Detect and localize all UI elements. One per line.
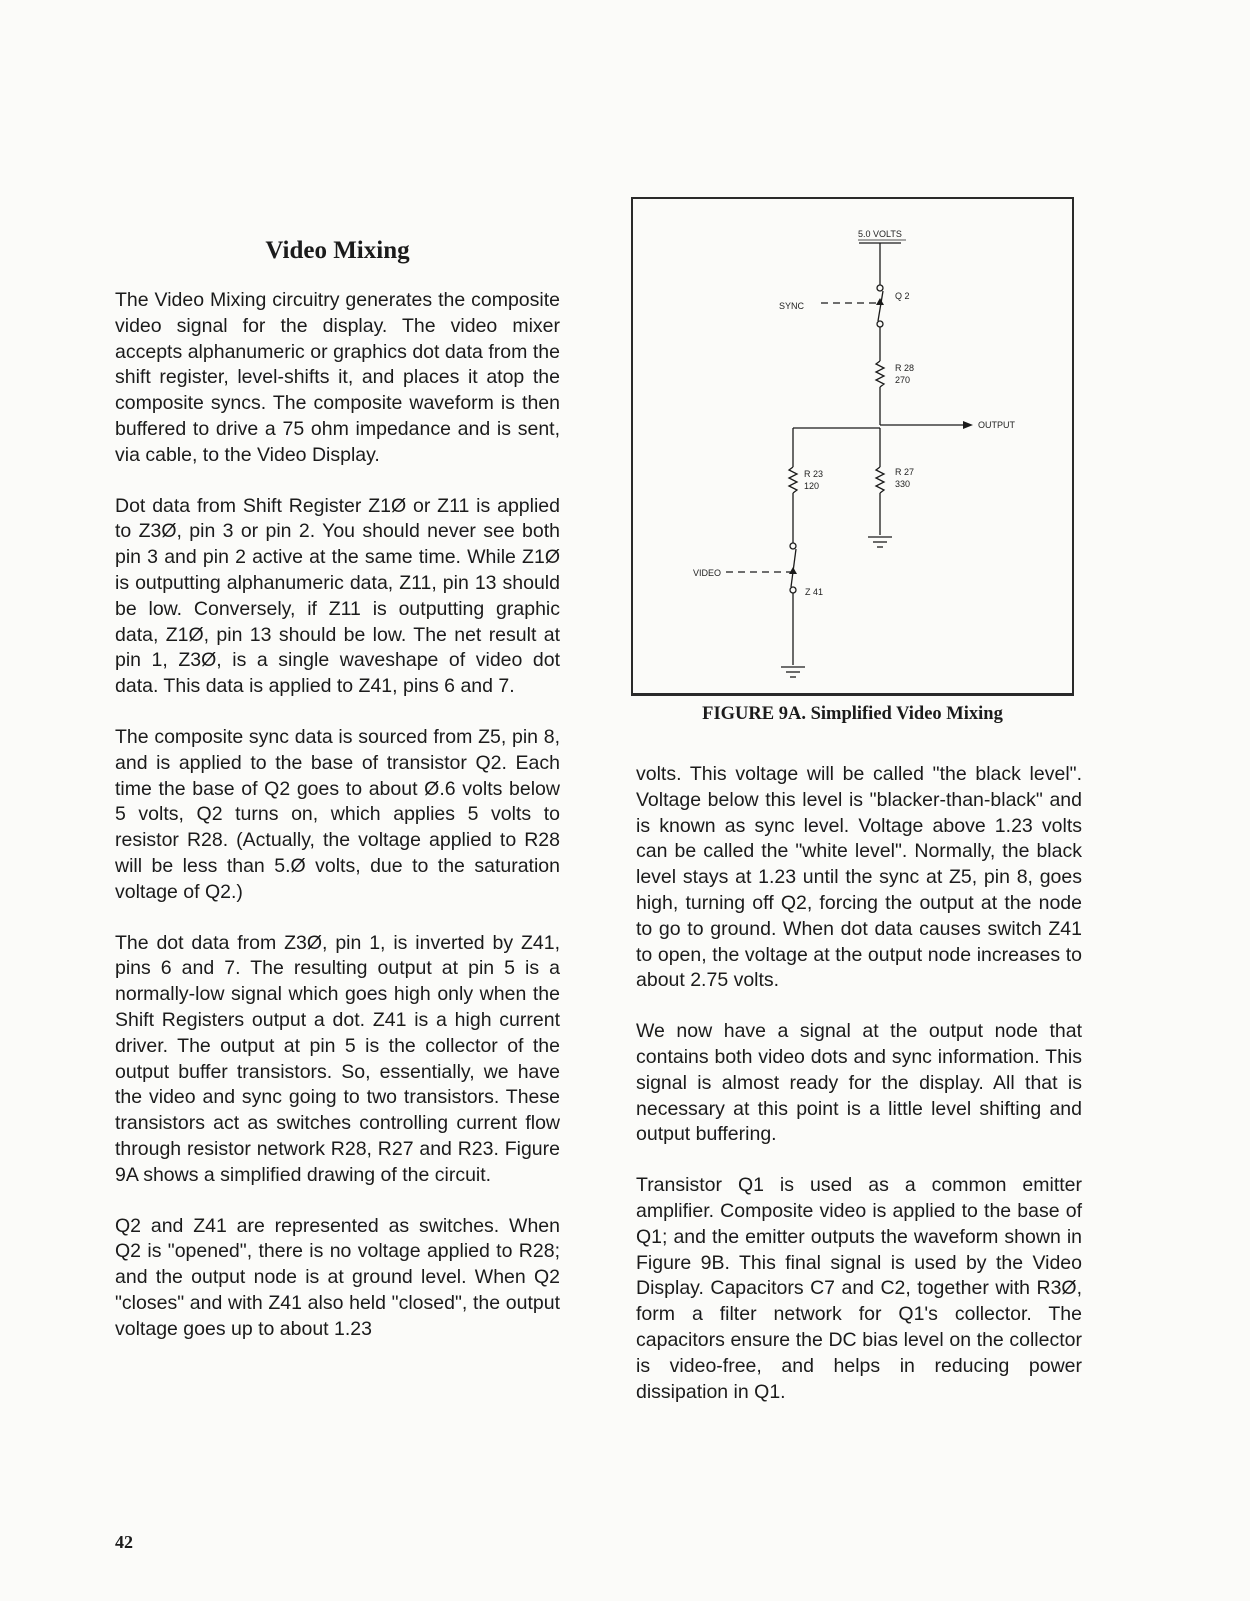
label-r23-value: 120	[804, 481, 820, 491]
z41-bottom-contact	[790, 587, 796, 593]
r27-resistor	[876, 467, 884, 493]
page-number: 42	[115, 1532, 133, 1552]
r28-resistor	[876, 361, 884, 387]
q2-bottom-contact	[877, 321, 883, 327]
paragraph-inverted-dot-data: The dot data from Z3Ø, pin 1, is inverted by Z41, pins 6 and 7. The resulting output at pin 5 is a normally-low signal which goes high only when the Shift Registers output a dot. Z41 is a high current driver. The output at pin 5 is the collector of the output buffer transistors. So, essentially, we have the video and sync going to two transistors. These transistors act as switches controlling current flow through resistor network R28, R27 and R23. Figure 9A shows a simplified drawing of the circuit.	[115, 931, 560, 1186]
paragraph-intro: The Video Mixing circuitry generates the composite video signal for the display. The video mixer accepts alphanumeric or graphics dot data from the shift register, level-shifts it, and places it atop the composite syncs. The composite waveform is then buffered to drive a 75 ohm impedance and is sent, via cable, to the Video Display.	[115, 289, 560, 466]
output-arrowhead	[963, 421, 973, 429]
paragraph-output-node: We now have a signal at the output node that contains both video dots and sync information. This signal is almost ready for the display. All that is necessary at this point is a little level shifting and output buffering.	[636, 1020, 1082, 1146]
left-column	[115, 236, 560, 1367]
label-output: OUTPUT	[978, 420, 1015, 430]
q2-top-contact	[877, 285, 883, 291]
label-q2: Q 2	[895, 291, 910, 301]
right-column	[636, 762, 1082, 1430]
figure-caption: FIGURE 9A. Simplified Video Mixing	[702, 704, 1003, 724]
q2-switch-blade	[878, 291, 883, 321]
label-r27-value: 330	[895, 479, 911, 489]
circuit-diagram	[633, 199, 1072, 693]
figure-9a-box	[631, 197, 1074, 696]
paragraph-switches: Q2 and Z41 are represented as switches. When Q2 is "opened", there is no voltage applied to R28; and the output node is at ground level. When Q2 "closes" and with Z41 also held "closed", the output voltage goes up to about 1.23	[115, 1214, 560, 1340]
label-r28-value: 270	[895, 375, 911, 385]
paragraph-composite-sync: The composite sync data is sourced from Z5, pin 8, and is applied to the base of transistor Q2. Each time the base of Q2 goes to about Ø.6 volts below 5 volts, Q2 turns on, which applies 5 volts to resistor R28. (Actually, the voltage applied to R28 will be less than 5.Ø volts, due to the saturation voltage of Q2.)	[115, 725, 560, 903]
label-video: VIDEO	[693, 568, 722, 578]
q2-arrowhead	[876, 298, 884, 305]
section-heading: Video Mixing	[265, 237, 410, 264]
paragraph-dot-data: Dot data from Shift Register Z1Ø or Z11 is applied to Z3Ø, pin 3 or pin 2. You should never see both pin 3 and pin 2 active at the same time. While Z1Ø is outputting alphanumeric data, Z11, pin 13 should be low. Conversely, if Z11 is outputting graphic data, Z1Ø, pin 13 should be low. The net result at pin 1, Z3Ø, is a single waveshape of video dot data. This data is applied to Z41, pins 6 and 7.	[115, 494, 560, 698]
label-r23-name: R 23	[804, 469, 824, 479]
label-r28-name: R 28	[895, 363, 915, 373]
z41-arrowhead	[789, 567, 797, 574]
r23-resistor	[789, 467, 797, 493]
label-z41: Z 41	[805, 587, 824, 597]
z41-top-contact	[790, 543, 796, 549]
label-sync: SYNC	[779, 301, 805, 311]
label-r27-name: R 27	[895, 467, 915, 477]
paragraph-transistor-q1: Transistor Q1 is used as a common emitter amplifier. Composite video is applied to the base of Q1; and the emitter outputs the waveform shown in Figure 9B. This final signal is used by the Video Display. Capacitors C7 and C2, together with R3Ø, form a filter network for Q1's collector. The capacitors ensure the DC bias level on the collector is video-free, and helps in reducing power dissipation in Q1.	[636, 1174, 1082, 1403]
label-supply: 5.0 VOLTS	[858, 229, 902, 239]
paragraph-black-level: volts. This voltage will be called "the black level". Voltage below this level is "blacker-than-black" and is known as sync level. Voltage above 1.23 volts can be called the "white level". Normally, the black level stays at 1.23 until the sync at Z5, pin 8, goes high, turning off Q2, forcing the output at the node to go to ground. When dot data causes switch Z41 to open, the voltage at the output node increases to about 2.75 volts.	[636, 763, 1082, 992]
